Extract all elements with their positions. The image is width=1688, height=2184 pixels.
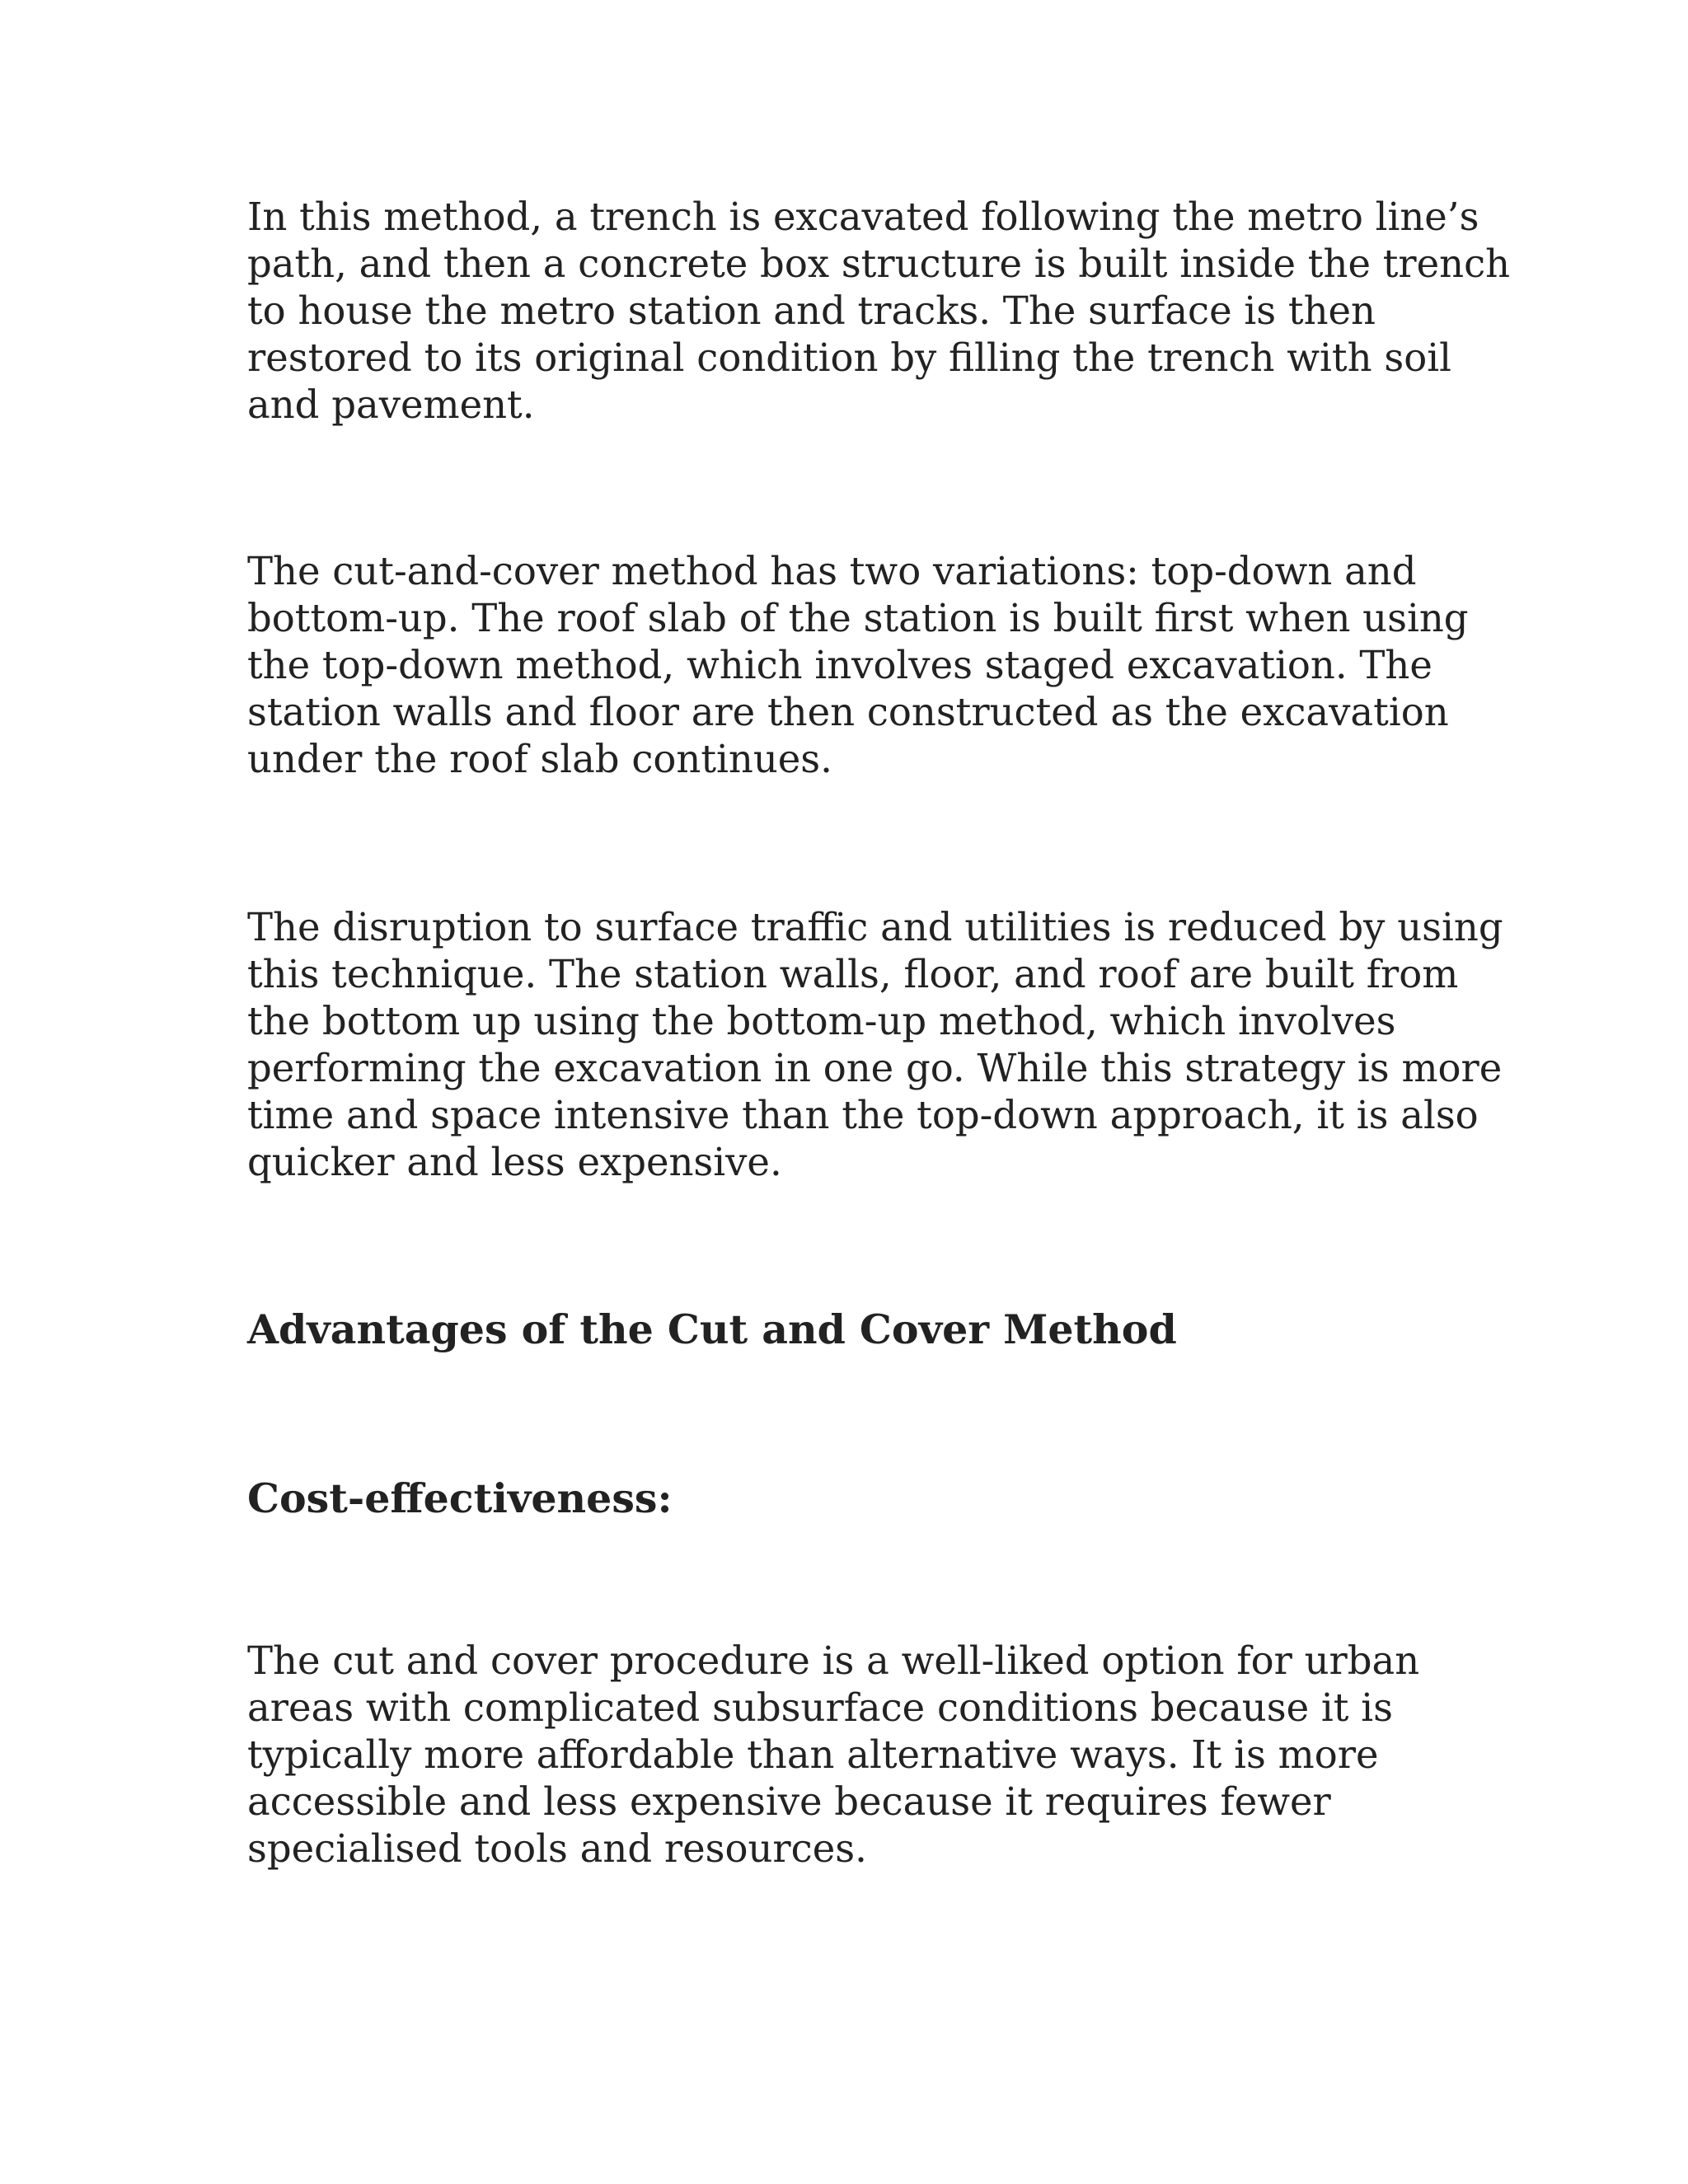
text-line: to house the metro station and tracks. The surface is then [247,288,1376,333]
text-line: accessible and less expensive because it requires fewer [247,1779,1331,1824]
text-line: areas with complicated subsurface conditions because it is [247,1685,1393,1730]
text-line: the top-down method, which involves staged excavation. The [247,643,1432,687]
text-line: typically more affordable than alternative ways. It is more [247,1732,1379,1777]
text-line: bottom-up. The roof slab of the station is built first when using [247,596,1469,640]
text-line: The cut-and-cover method has two variations: top-down and [247,549,1417,593]
text-line: and pavement. [247,382,535,427]
text-line: path, and then a concrete box structure is built inside the trench [247,241,1511,286]
text-line: this technique. The station walls, floor, and roof are built from [247,952,1459,996]
text-line: the bottom up using the bottom-up method, which involves [247,999,1396,1043]
text-line: performing the excavation in one go. While this strategy is more [247,1046,1503,1090]
text-line: under the roof slab continues. [247,737,832,781]
text-line: restored to its original condition by filling the trench with soil [247,335,1451,380]
subsection-heading: Cost-effectiveness: [247,1474,673,1522]
paragraph-variations [247,548,1469,783]
text-line: time and space intensive than the top-down approach, it is also [247,1093,1479,1137]
text-line: In this method, a trench is excavated following the metro line’s [247,194,1479,239]
text-line: quicker and less expensive. [247,1140,782,1184]
paragraph-method-description [247,194,1511,429]
text-line: The cut and cover procedure is a well-liked option for urban [247,1638,1420,1683]
paragraph-cost-effectiveness [247,1638,1434,1872]
text-line: The disruption to surface traffic and utilities is reduced by using [247,905,1503,949]
section-heading: Advantages of the Cut and Cover Method [247,1305,1177,1353]
paragraph-disruption [247,904,1503,1186]
text-line: specialised tools and resources. [247,1826,867,1871]
text-line: station walls and floor are then constructed as the excavation [247,690,1449,734]
